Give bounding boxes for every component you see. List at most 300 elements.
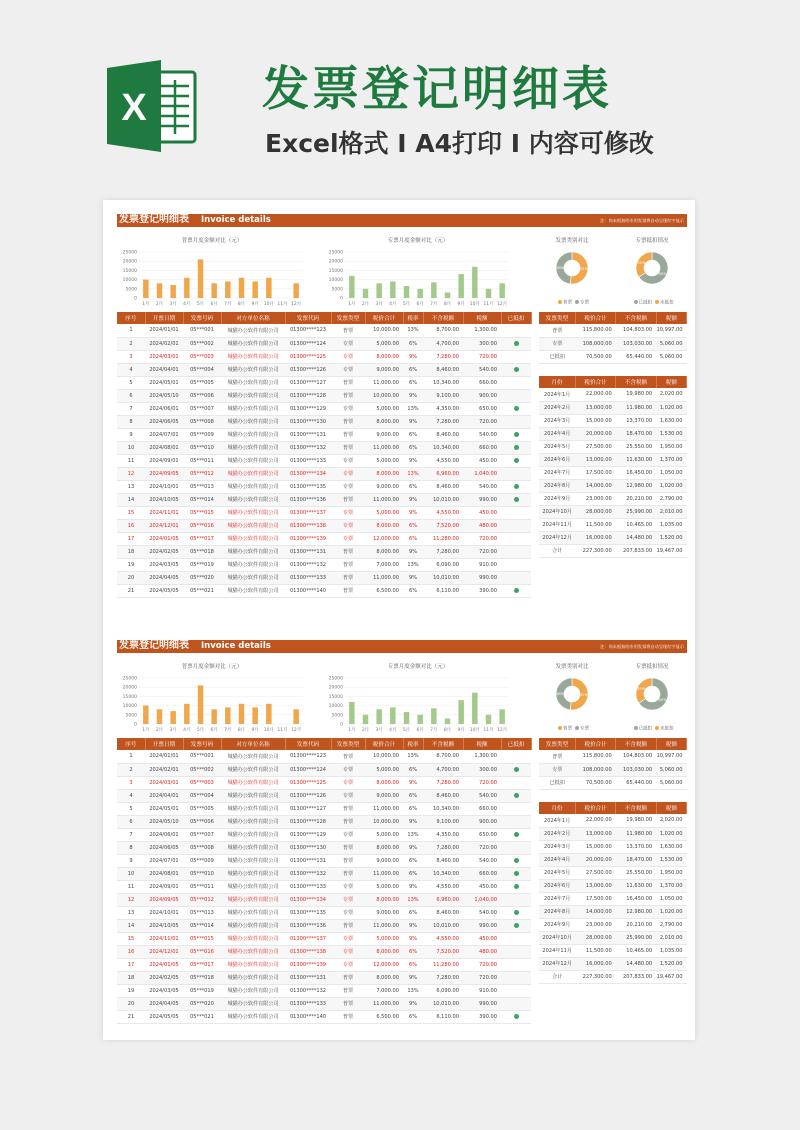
x-tick-label: 6月 bbox=[416, 728, 424, 733]
table-cell: 城猫办公软件有限公司 bbox=[221, 906, 285, 919]
check-icon bbox=[514, 588, 519, 593]
table-cell: 01300****132 bbox=[285, 984, 331, 997]
x-tick-label: 12月 bbox=[291, 302, 302, 307]
table-cell: 2024/10/05 bbox=[145, 493, 183, 506]
table-cell bbox=[501, 763, 531, 776]
table-cell: 300.00 bbox=[463, 337, 501, 350]
bar bbox=[472, 267, 477, 298]
table-cell bbox=[501, 984, 531, 997]
table-cell: 2,020.00 bbox=[656, 814, 686, 827]
table-cell: 9% bbox=[403, 506, 423, 519]
donut-chart bbox=[622, 238, 682, 310]
table-row bbox=[117, 571, 531, 584]
invoice-type-table bbox=[539, 312, 687, 364]
table-cell: 14,480.00 bbox=[616, 531, 656, 544]
column-header: 开票日期 bbox=[145, 312, 183, 324]
table-cell: 7 bbox=[117, 402, 145, 415]
table-cell: 6% bbox=[403, 789, 423, 802]
table-cell: 01300****133 bbox=[285, 997, 331, 1010]
table-cell: 2024/12/01 bbox=[145, 945, 183, 958]
table-row bbox=[117, 854, 531, 867]
table-cell: 01300****126 bbox=[285, 789, 331, 802]
table-cell: 13% bbox=[403, 402, 423, 415]
table-cell: 2024/06/05 bbox=[145, 415, 183, 428]
bar bbox=[458, 700, 463, 724]
table-cell: 3 bbox=[117, 776, 145, 789]
table-row bbox=[117, 324, 531, 337]
column-header: 发票类型 bbox=[539, 738, 575, 750]
table-cell: 16,000.00 bbox=[575, 957, 615, 970]
table-cell: 2024/01/01 bbox=[145, 324, 183, 337]
table-cell: 城猫办公软件有限公司 bbox=[221, 441, 285, 454]
column-header: 对方单位名称 bbox=[221, 312, 285, 324]
table-cell: 2024/05/01 bbox=[145, 376, 183, 389]
table-cell bbox=[501, 454, 531, 467]
table-cell: 城猫办公软件有限公司 bbox=[221, 493, 285, 506]
bar bbox=[404, 712, 409, 724]
x-tick-label: 2月 bbox=[361, 728, 370, 733]
table-row bbox=[117, 441, 531, 454]
table-cell: 25,550.00 bbox=[616, 440, 656, 453]
table-cell: 23,000.00 bbox=[575, 918, 615, 931]
table-cell: 13,000.00 bbox=[575, 879, 615, 892]
column-header: 不含税额 bbox=[423, 312, 463, 324]
table-cell: 207,833.00 bbox=[616, 970, 656, 983]
table-cell: 05***019 bbox=[183, 984, 221, 997]
table-cell: 11,000.00 bbox=[365, 919, 403, 932]
check-icon bbox=[514, 767, 519, 772]
legend-label: 未抵扣 bbox=[660, 726, 674, 732]
table-cell: 6,090.00 bbox=[423, 984, 463, 997]
table-cell: 7,000.00 bbox=[365, 558, 403, 571]
table-cell: 01300****131 bbox=[285, 545, 331, 558]
table-row bbox=[117, 350, 531, 363]
x-tick-label: 5月 bbox=[196, 302, 205, 307]
table-cell: 13,000.00 bbox=[575, 827, 615, 840]
table-cell: 城猫办公软件有限公司 bbox=[221, 480, 285, 493]
table-cell: 6,960.00 bbox=[423, 893, 463, 906]
x-tick-label: 2月 bbox=[155, 302, 164, 307]
x-tick-label: 10月 bbox=[469, 302, 480, 307]
x-tick-label: 4月 bbox=[183, 302, 191, 307]
table-cell: 2,790.00 bbox=[656, 492, 686, 505]
table-cell: 720.00 bbox=[463, 415, 501, 428]
table-cell: 10,340.00 bbox=[423, 376, 463, 389]
table-cell: 390.00 bbox=[463, 584, 501, 597]
table-cell: 9% bbox=[403, 454, 423, 467]
y-tick-label: 10000 bbox=[122, 278, 137, 284]
table-row bbox=[117, 880, 531, 893]
column-header: 序号 bbox=[117, 312, 145, 324]
table-cell: 10,997.00 bbox=[656, 750, 686, 763]
table-cell: 8,000.00 bbox=[365, 350, 403, 363]
table-row bbox=[539, 350, 687, 363]
bar bbox=[349, 276, 354, 298]
column-header: 不含税额 bbox=[616, 376, 656, 388]
table-cell: 01300****129 bbox=[285, 402, 331, 415]
legend-label: 已抵扣 bbox=[638, 726, 652, 732]
table-cell: 720.00 bbox=[463, 958, 501, 971]
table-cell: 7 bbox=[117, 828, 145, 841]
legend-swatch bbox=[575, 726, 579, 730]
table-cell: 05***018 bbox=[183, 545, 221, 558]
y-tick-label: 10000 bbox=[328, 278, 343, 284]
bar bbox=[170, 711, 175, 724]
table-cell: 城猫办公软件有限公司 bbox=[221, 1010, 285, 1023]
table-cell: 已抵扣 bbox=[539, 350, 575, 363]
table-cell: 9% bbox=[403, 932, 423, 945]
table-cell: 9% bbox=[403, 571, 423, 584]
table-cell: 11,500.00 bbox=[575, 944, 615, 957]
x-tick-label: 8月 bbox=[237, 302, 246, 307]
table-cell: 专票 bbox=[331, 402, 365, 415]
table-cell: 12,000.00 bbox=[365, 958, 403, 971]
x-tick-label: 7月 bbox=[224, 302, 232, 307]
table-row bbox=[117, 376, 531, 389]
sheet-title-en: Invoice details bbox=[201, 641, 271, 651]
table-cell: 19 bbox=[117, 558, 145, 571]
pie-value-label: 35% bbox=[637, 259, 646, 265]
table-cell: 城猫办公软件有限公司 bbox=[221, 389, 285, 402]
table-row bbox=[117, 493, 531, 506]
table-cell: 普票 bbox=[331, 997, 365, 1010]
chart-title: 发票类别对比 bbox=[555, 664, 589, 670]
table-cell: 720.00 bbox=[463, 841, 501, 854]
table-cell: 20,210.00 bbox=[616, 492, 656, 505]
table-row bbox=[117, 428, 531, 441]
table-cell: 2024年11月 bbox=[539, 518, 575, 531]
x-tick-label: 4月 bbox=[389, 728, 397, 733]
table-cell: 城猫办公软件有限公司 bbox=[221, 519, 285, 532]
table-cell: 7,520.00 bbox=[423, 519, 463, 532]
table-cell: 5,000.00 bbox=[365, 337, 403, 350]
sheet-note: 注：尚未抵扣的专用发票将自动呈现红字显示 bbox=[600, 644, 684, 649]
table-cell: 22,000.00 bbox=[575, 388, 615, 401]
table-cell: 2024/03/01 bbox=[145, 776, 183, 789]
table-cell: 6,960.00 bbox=[423, 467, 463, 480]
table-cell: 4,350.00 bbox=[423, 828, 463, 841]
table-cell: 8,000.00 bbox=[365, 971, 403, 984]
y-tick-label: 0 bbox=[134, 722, 137, 728]
table-cell: 6% bbox=[403, 854, 423, 867]
donut-chart bbox=[542, 664, 602, 736]
table-cell: 21 bbox=[117, 1010, 145, 1023]
x-tick-label: 12月 bbox=[291, 728, 302, 733]
table-cell: 01300****134 bbox=[285, 467, 331, 480]
check-icon bbox=[514, 1014, 519, 1019]
table-cell: 9% bbox=[403, 919, 423, 932]
table-cell: 城猫办公软件有限公司 bbox=[221, 545, 285, 558]
table-cell: 普票 bbox=[331, 984, 365, 997]
table-cell: 普票 bbox=[331, 854, 365, 867]
table-cell bbox=[501, 519, 531, 532]
check-icon bbox=[514, 884, 519, 889]
check-icon bbox=[514, 406, 519, 411]
table-cell: 5 bbox=[117, 802, 145, 815]
legend-label: 专票 bbox=[580, 300, 589, 306]
table-cell: 5 bbox=[117, 376, 145, 389]
table-cell: 1,370.00 bbox=[656, 879, 686, 892]
table-cell: 108,000.00 bbox=[575, 763, 615, 776]
table-cell: 720.00 bbox=[463, 532, 501, 545]
table-cell: 9% bbox=[403, 493, 423, 506]
table-cell: 13 bbox=[117, 480, 145, 493]
table-cell: 720.00 bbox=[463, 971, 501, 984]
table-cell: 1 bbox=[117, 750, 145, 763]
bar bbox=[184, 704, 189, 724]
table-cell: 城猫办公软件有限公司 bbox=[221, 867, 285, 880]
table-row bbox=[117, 584, 531, 597]
x-tick-label: 3月 bbox=[169, 302, 177, 307]
table-cell: 910.00 bbox=[463, 558, 501, 571]
sheet-title-cn: 发票登记明细表 bbox=[119, 214, 189, 225]
table-cell: 普票 bbox=[331, 376, 365, 389]
x-tick-label: 6月 bbox=[210, 728, 218, 733]
sheet-title-bar bbox=[117, 214, 687, 227]
table-cell: 2024/02/01 bbox=[145, 763, 183, 776]
y-tick-label: 5000 bbox=[125, 713, 137, 719]
table-cell: 660.00 bbox=[463, 441, 501, 454]
table-row bbox=[117, 893, 531, 906]
table-cell: 16,450.00 bbox=[616, 466, 656, 479]
table-cell: 19,980.00 bbox=[616, 388, 656, 401]
table-cell: 2024年1月 bbox=[539, 814, 575, 827]
table-cell: 8,000.00 bbox=[365, 893, 403, 906]
table-row bbox=[539, 492, 687, 505]
table-cell: 2024年10月 bbox=[539, 505, 575, 518]
y-tick-label: 5000 bbox=[331, 287, 343, 293]
x-tick-label: 4月 bbox=[183, 728, 191, 733]
bar bbox=[157, 709, 162, 724]
bar bbox=[417, 289, 422, 298]
column-header: 税额 bbox=[656, 312, 686, 324]
sheet-title-bar bbox=[117, 640, 687, 653]
table-cell: 城猫办公软件有限公司 bbox=[221, 854, 285, 867]
sheet-title bbox=[119, 213, 271, 227]
table-cell: 2 bbox=[117, 763, 145, 776]
table-row bbox=[539, 750, 687, 763]
table-cell: 05***011 bbox=[183, 454, 221, 467]
table-cell: 6% bbox=[403, 441, 423, 454]
x-tick-label: 5月 bbox=[196, 728, 205, 733]
chart-legend bbox=[622, 300, 682, 307]
table-cell: 207,833.00 bbox=[616, 544, 656, 557]
table-cell bbox=[501, 893, 531, 906]
table-cell: 8,000.00 bbox=[365, 841, 403, 854]
table-cell: 480.00 bbox=[463, 945, 501, 958]
bar bbox=[390, 707, 395, 724]
pie-value-label: 52% bbox=[579, 266, 589, 272]
table-cell: 115,800.00 bbox=[575, 750, 615, 763]
table-row bbox=[539, 918, 687, 931]
table-cell: 2,020.00 bbox=[656, 388, 686, 401]
table-cell: 2024年7月 bbox=[539, 466, 575, 479]
table-cell: 2024年3月 bbox=[539, 840, 575, 853]
table-cell: 05***017 bbox=[183, 532, 221, 545]
table-cell: 6% bbox=[403, 428, 423, 441]
table-row bbox=[539, 479, 687, 492]
table-cell: 6% bbox=[403, 802, 423, 815]
table-cell: 16 bbox=[117, 945, 145, 958]
table-cell: 01300****131 bbox=[285, 971, 331, 984]
x-tick-label: 8月 bbox=[443, 302, 452, 307]
table-cell: 2024/08/01 bbox=[145, 441, 183, 454]
table-cell: 990.00 bbox=[463, 571, 501, 584]
table-cell: 9% bbox=[403, 880, 423, 893]
legend-swatch bbox=[575, 300, 579, 304]
table-cell: 6,110.00 bbox=[423, 1010, 463, 1023]
table-cell: 城猫办公软件有限公司 bbox=[221, 971, 285, 984]
legend-label: 已抵扣 bbox=[638, 300, 652, 306]
table-cell: 2024/05/05 bbox=[145, 584, 183, 597]
table-cell: 城猫办公软件有限公司 bbox=[221, 428, 285, 441]
table-cell: 城猫办公软件有限公司 bbox=[221, 415, 285, 428]
table-cell bbox=[501, 428, 531, 441]
legend-label: 普票 bbox=[563, 300, 572, 306]
x-tick-label: 5月 bbox=[402, 728, 411, 733]
bar bbox=[363, 289, 368, 298]
table-cell: 11,280.00 bbox=[423, 532, 463, 545]
bar bbox=[390, 281, 395, 298]
table-cell: 16,000.00 bbox=[575, 531, 615, 544]
table-cell: 01300****124 bbox=[285, 763, 331, 776]
table-cell: 9% bbox=[403, 841, 423, 854]
x-tick-label: 6月 bbox=[416, 302, 424, 307]
bar bbox=[499, 283, 504, 298]
table-cell: 660.00 bbox=[463, 802, 501, 815]
table-cell: 11,000.00 bbox=[365, 802, 403, 815]
table-cell: 05***008 bbox=[183, 415, 221, 428]
table-row bbox=[117, 906, 531, 919]
table-cell bbox=[501, 789, 531, 802]
chart-title: 专票月度金额对比（元） bbox=[387, 238, 449, 244]
table-cell bbox=[501, 493, 531, 506]
table-cell: 01300****139 bbox=[285, 958, 331, 971]
table-cell: 103,030.00 bbox=[616, 763, 656, 776]
table-row bbox=[539, 905, 687, 918]
table-cell: 4,350.00 bbox=[423, 402, 463, 415]
table-cell: 6% bbox=[403, 584, 423, 597]
table-cell: 70,500.00 bbox=[575, 776, 615, 789]
table-cell: 450.00 bbox=[463, 932, 501, 945]
table-cell: 11,630.00 bbox=[616, 879, 656, 892]
table-cell bbox=[501, 545, 531, 558]
table-cell: 104,803.00 bbox=[616, 324, 656, 337]
table-cell: 2024年6月 bbox=[539, 453, 575, 466]
table-cell: 01300****132 bbox=[285, 867, 331, 880]
y-tick-label: 15000 bbox=[122, 694, 137, 700]
table-cell: 10,340.00 bbox=[423, 802, 463, 815]
y-tick-label: 10000 bbox=[122, 704, 137, 710]
table-cell: 16 bbox=[117, 519, 145, 532]
bar bbox=[225, 707, 230, 724]
table-cell: 城猫办公软件有限公司 bbox=[221, 584, 285, 597]
table-cell: 01300****131 bbox=[285, 854, 331, 867]
table-cell: 8,460.00 bbox=[423, 480, 463, 493]
column-header: 发票代码 bbox=[285, 738, 331, 750]
table-cell: 5,000.00 bbox=[365, 454, 403, 467]
table-cell: 990.00 bbox=[463, 493, 501, 506]
table-cell: 8,000.00 bbox=[365, 519, 403, 532]
table-cell: 城猫办公软件有限公司 bbox=[221, 350, 285, 363]
table-cell: 9,000.00 bbox=[365, 789, 403, 802]
legend-swatch bbox=[634, 726, 638, 730]
table-cell: 城猫办公软件有限公司 bbox=[221, 324, 285, 337]
table-cell: 27,500.00 bbox=[575, 866, 615, 879]
table-cell: 720.00 bbox=[463, 350, 501, 363]
page-subtitle: Excel格式 I A4打印 I 内容可修改 bbox=[265, 129, 654, 158]
table-cell: 6% bbox=[403, 867, 423, 880]
column-header: 税额 bbox=[656, 802, 686, 814]
table-cell: 2024年2月 bbox=[539, 401, 575, 414]
table-cell: 1,050.00 bbox=[656, 466, 686, 479]
y-tick-label: 15000 bbox=[122, 268, 137, 274]
column-header: 税额 bbox=[656, 376, 686, 388]
table-cell: 01300****127 bbox=[285, 376, 331, 389]
table-cell bbox=[501, 415, 531, 428]
table-cell: 城猫办公软件有限公司 bbox=[221, 880, 285, 893]
x-tick-label: 11月 bbox=[277, 728, 288, 733]
column-header: 发票代码 bbox=[285, 312, 331, 324]
table-cell bbox=[501, 1010, 531, 1023]
table-cell: 19,980.00 bbox=[616, 814, 656, 827]
table-cell: 专票 bbox=[331, 363, 365, 376]
table-cell: 专票 bbox=[331, 958, 365, 971]
column-header: 发票类型 bbox=[331, 738, 365, 750]
table-cell bbox=[501, 324, 531, 337]
column-header: 税率 bbox=[403, 738, 423, 750]
table-cell: 1,630.00 bbox=[656, 414, 686, 427]
table-cell: 05***016 bbox=[183, 519, 221, 532]
column-header: 税价合计 bbox=[575, 802, 615, 814]
table-cell: 4,700.00 bbox=[423, 763, 463, 776]
table-cell: 10 bbox=[117, 441, 145, 454]
table-cell: 2024/05/10 bbox=[145, 389, 183, 402]
check-icon bbox=[514, 871, 519, 876]
table-row bbox=[117, 958, 531, 971]
table-cell: 已抵扣 bbox=[539, 776, 575, 789]
table-cell bbox=[501, 376, 531, 389]
table-cell: 2024年12月 bbox=[539, 957, 575, 970]
table-cell: 2024/09/05 bbox=[145, 893, 183, 906]
table-cell: 20 bbox=[117, 997, 145, 1010]
table-cell: 普票 bbox=[331, 815, 365, 828]
column-header: 不含税额 bbox=[616, 312, 656, 324]
x-tick-label: 5月 bbox=[402, 302, 411, 307]
table-row bbox=[539, 453, 687, 466]
excel-icon bbox=[103, 58, 199, 154]
table-cell: 7,000.00 bbox=[365, 984, 403, 997]
table-cell: 专票 bbox=[331, 467, 365, 480]
table-cell bbox=[501, 506, 531, 519]
x-tick-label: 1月 bbox=[142, 728, 150, 733]
table-cell: 108,000.00 bbox=[575, 337, 615, 350]
table-cell: 2024/04/01 bbox=[145, 789, 183, 802]
table-cell: 普票 bbox=[331, 919, 365, 932]
table-cell: 13 bbox=[117, 906, 145, 919]
table-cell: 2024/01/05 bbox=[145, 532, 183, 545]
table-cell: 5,000.00 bbox=[365, 880, 403, 893]
table-cell: 2024/08/01 bbox=[145, 867, 183, 880]
table-cell: 11 bbox=[117, 454, 145, 467]
table-cell: 城猫办公软件有限公司 bbox=[221, 363, 285, 376]
table-cell: 1,035.00 bbox=[656, 518, 686, 531]
table-cell: 2024/10/01 bbox=[145, 906, 183, 919]
table-cell: 05***011 bbox=[183, 880, 221, 893]
table-cell: 01300****136 bbox=[285, 493, 331, 506]
table-cell: 1,950.00 bbox=[656, 440, 686, 453]
x-tick-label: 2月 bbox=[155, 728, 164, 733]
